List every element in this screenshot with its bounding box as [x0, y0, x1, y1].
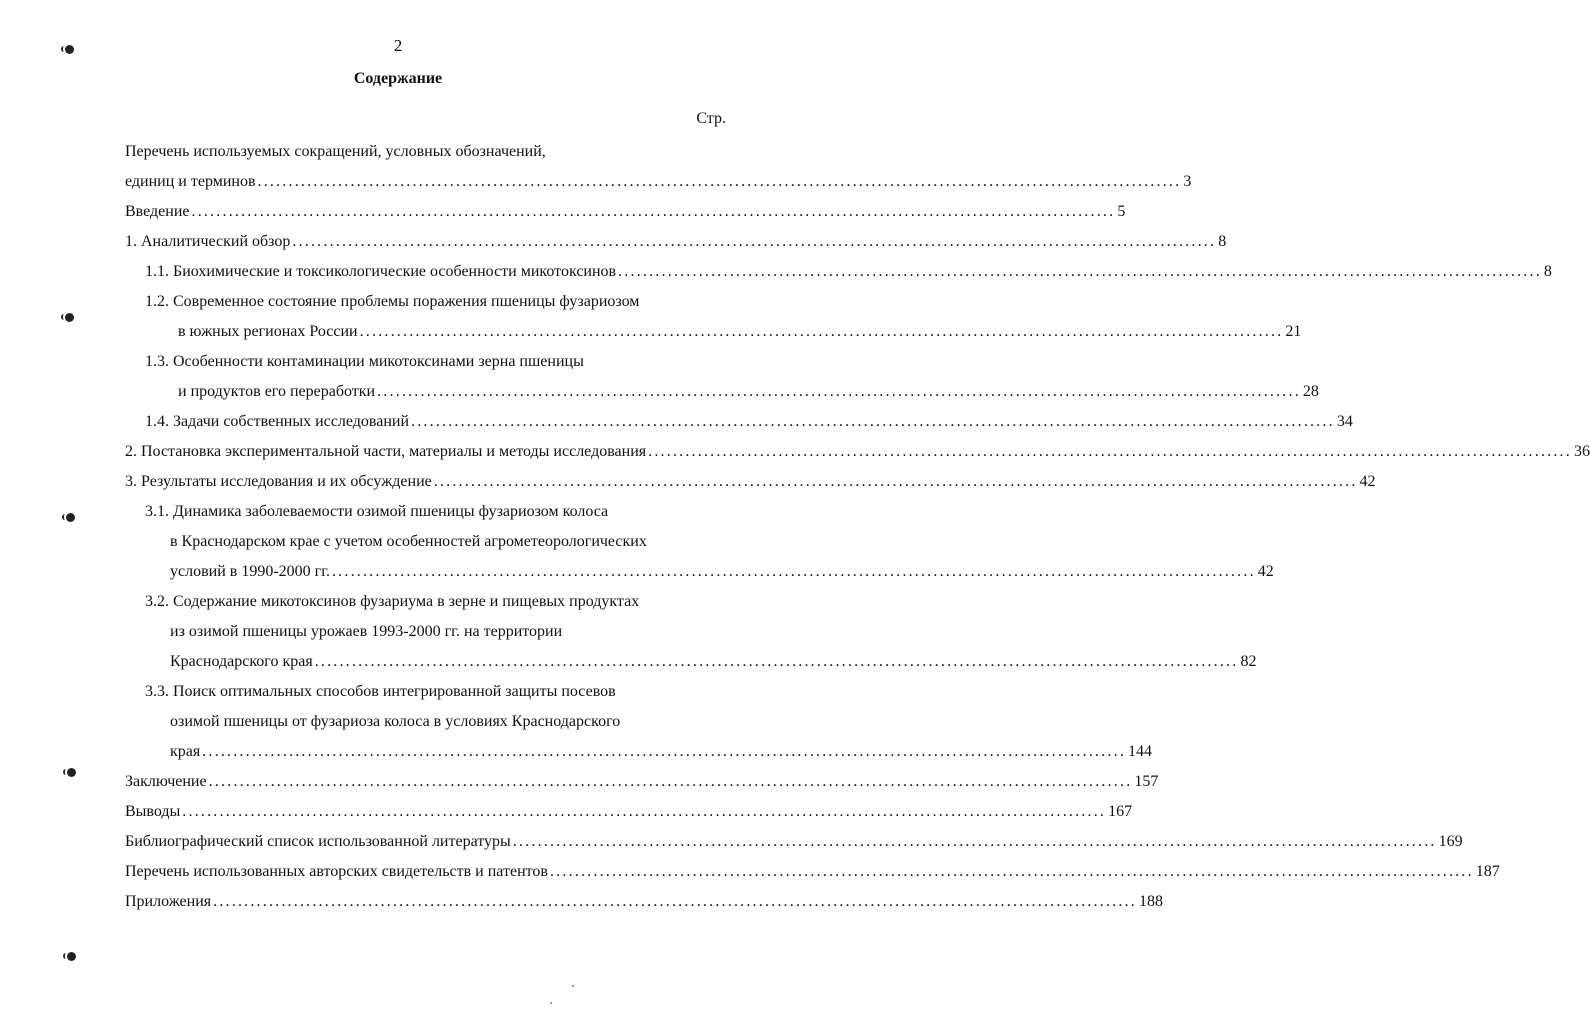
toc-line[interactable] [125, 832, 1463, 852]
binding-hole-mark [67, 768, 76, 777]
toc-entry-text: 1.1. Биохимические и токсикологические особенности микотоксинов [145, 263, 617, 280]
dot-leader: ..................................................................................................................................................... [377, 383, 1301, 400]
toc-page-number: 167 [1108, 803, 1133, 820]
toc-line[interactable] [170, 652, 1257, 672]
toc-line[interactable] [125, 472, 1376, 492]
toc-entry-text: Приложения [125, 893, 212, 910]
toc-line [145, 682, 616, 702]
binding-hole-mark [67, 952, 76, 961]
toc-line [145, 502, 608, 522]
toc-line [170, 532, 647, 552]
toc-page-number: 21 [1285, 323, 1302, 340]
dot-leader: ..................................................................................................................................................... [359, 323, 1284, 340]
page-number: 2 [393, 36, 403, 55]
dot-leader: ..................................................................................................................................................... [208, 773, 1133, 790]
toc-line[interactable] [125, 202, 1126, 222]
toc-page-number: 188 [1138, 893, 1163, 910]
dot-leader: ..................................................................................................................................................... [549, 863, 1474, 880]
toc-page-number: 8 [1543, 263, 1552, 280]
toc-page-number: 8 [1218, 233, 1227, 250]
dot-leader: ..................................................................................................................................................... [618, 263, 1542, 280]
toc-page-number: 157 [1134, 773, 1159, 790]
toc-entry-text: Перечень используемых сокращений, условных обозначений, [125, 143, 546, 160]
toc-entry-text: единиц и терминов [125, 173, 256, 190]
toc-line[interactable] [170, 562, 1274, 582]
toc-entry-text: Выводы [125, 803, 181, 820]
toc-line[interactable] [178, 382, 1319, 402]
toc-entry-text: 3.3. Поиск оптимальных способов интегрированной защиты посевов [145, 683, 616, 700]
toc-entry-text: Библиографический список использованной литературы [125, 833, 511, 850]
toc-page-number: 5 [1117, 203, 1126, 220]
dot-leader: ..................................................................................................................................................... [202, 743, 1127, 760]
toc-line[interactable] [125, 802, 1133, 822]
scan-speck [572, 985, 574, 987]
toc-page-number: 36 [1573, 443, 1590, 460]
toc-entry-text: и продуктов его переработки [178, 383, 376, 400]
toc-entry-text: в Краснодарском крае с учетом особенностей агрометеорологических [170, 533, 647, 550]
toc-entry-text: Введение [125, 203, 190, 220]
toc-line[interactable] [178, 322, 1302, 342]
toc-page-number: 144 [1128, 743, 1153, 760]
dot-leader: ..................................................................................................................................................... [257, 173, 1182, 190]
toc-entry-text: 3.2. Содержание микотоксинов фузариума в зерне и пищевых продуктах [145, 593, 640, 610]
toc-line[interactable] [125, 892, 1163, 912]
toc-line [145, 592, 639, 612]
toc-line[interactable] [125, 772, 1159, 792]
toc-entry-text: 3. Результаты исследования и их обсуждение [125, 473, 432, 490]
toc-line[interactable] [145, 412, 1353, 432]
toc-entry-text: Перечень использованных авторских свидетельств и патентов [125, 863, 548, 880]
toc-line[interactable] [145, 262, 1552, 282]
dot-leader: ..................................................................................................................................................... [292, 233, 1217, 250]
toc-page-number: 169 [1438, 833, 1463, 850]
toc-page-number: 42 [1257, 563, 1274, 580]
toc-page-number: 82 [1240, 653, 1257, 670]
toc-line[interactable] [125, 442, 1590, 462]
toc-page-number: 34 [1336, 413, 1353, 430]
toc-line [145, 352, 584, 372]
toc-entry-text: Краснодарского края [170, 653, 313, 670]
toc-line [170, 712, 620, 732]
toc-line [145, 292, 639, 312]
toc-title: Содержание [353, 70, 443, 87]
dot-leader: ..................................................................................................................................................... [411, 413, 1335, 430]
binding-hole-mark [65, 313, 74, 322]
toc-entry-text: 1.4. Задачи собственных исследований [145, 413, 410, 430]
toc-line[interactable] [125, 862, 1500, 882]
toc-line[interactable] [125, 232, 1227, 252]
dot-leader: ..................................................................................................................................................... [648, 443, 1572, 460]
toc-entry-text: из озимой пшеницы урожаев 1993-2000 гг. на территории [170, 623, 563, 640]
toc-entry-text: 1. Аналитический обзор [125, 233, 291, 250]
toc-page-number: 187 [1475, 863, 1500, 880]
dot-leader: ..................................................................................................................................................... [512, 833, 1437, 850]
toc-line[interactable] [170, 742, 1153, 762]
toc-entry-text: 3.1. Динамика заболеваемости озимой пшеницы фузариозом колоса [145, 503, 609, 520]
binding-hole-mark [65, 45, 74, 54]
dot-leader: ..................................................................................................................................................... [213, 893, 1137, 910]
binding-hole-mark [66, 513, 75, 522]
toc-entry-text: озимой пшеницы от фузариоза колоса в условиях Краснодарского [170, 713, 621, 730]
toc-line [125, 142, 546, 162]
toc-entry-text: края [170, 743, 201, 760]
toc-page-number: 28 [1302, 383, 1319, 400]
scan-speck [550, 1002, 552, 1004]
toc-entry-text: Заключение [125, 773, 207, 790]
toc-entry-text: условий в 1990-2000 гг. [170, 563, 330, 580]
dot-leader: ..................................................................................................................................................... [182, 803, 1107, 820]
toc-line [170, 622, 562, 642]
dot-leader: ..................................................................................................................................................... [314, 653, 1239, 670]
toc-entry-text: 1.2. Современное состояние проблемы поражения пшеницы фузариозом [145, 293, 640, 310]
toc-entry-text: 2. Постановка экспериментальной части, материалы и методы исследования [125, 443, 647, 460]
toc-line[interactable] [125, 172, 1192, 192]
dot-leader: ..................................................................................................................................................... [331, 563, 1256, 580]
toc-entry-text: 1.3. Особенности контаминации микотоксинами зерна пшеницы [145, 353, 584, 370]
page-column-label: Стр. [696, 110, 726, 127]
toc-page-number: 42 [1359, 473, 1376, 490]
dot-leader: ..................................................................................................................................................... [191, 203, 1116, 220]
toc-page-number: 3 [1183, 173, 1192, 190]
dot-leader: ..................................................................................................................................................... [433, 473, 1358, 490]
toc-entry-text: в южных регионах России [178, 323, 358, 340]
